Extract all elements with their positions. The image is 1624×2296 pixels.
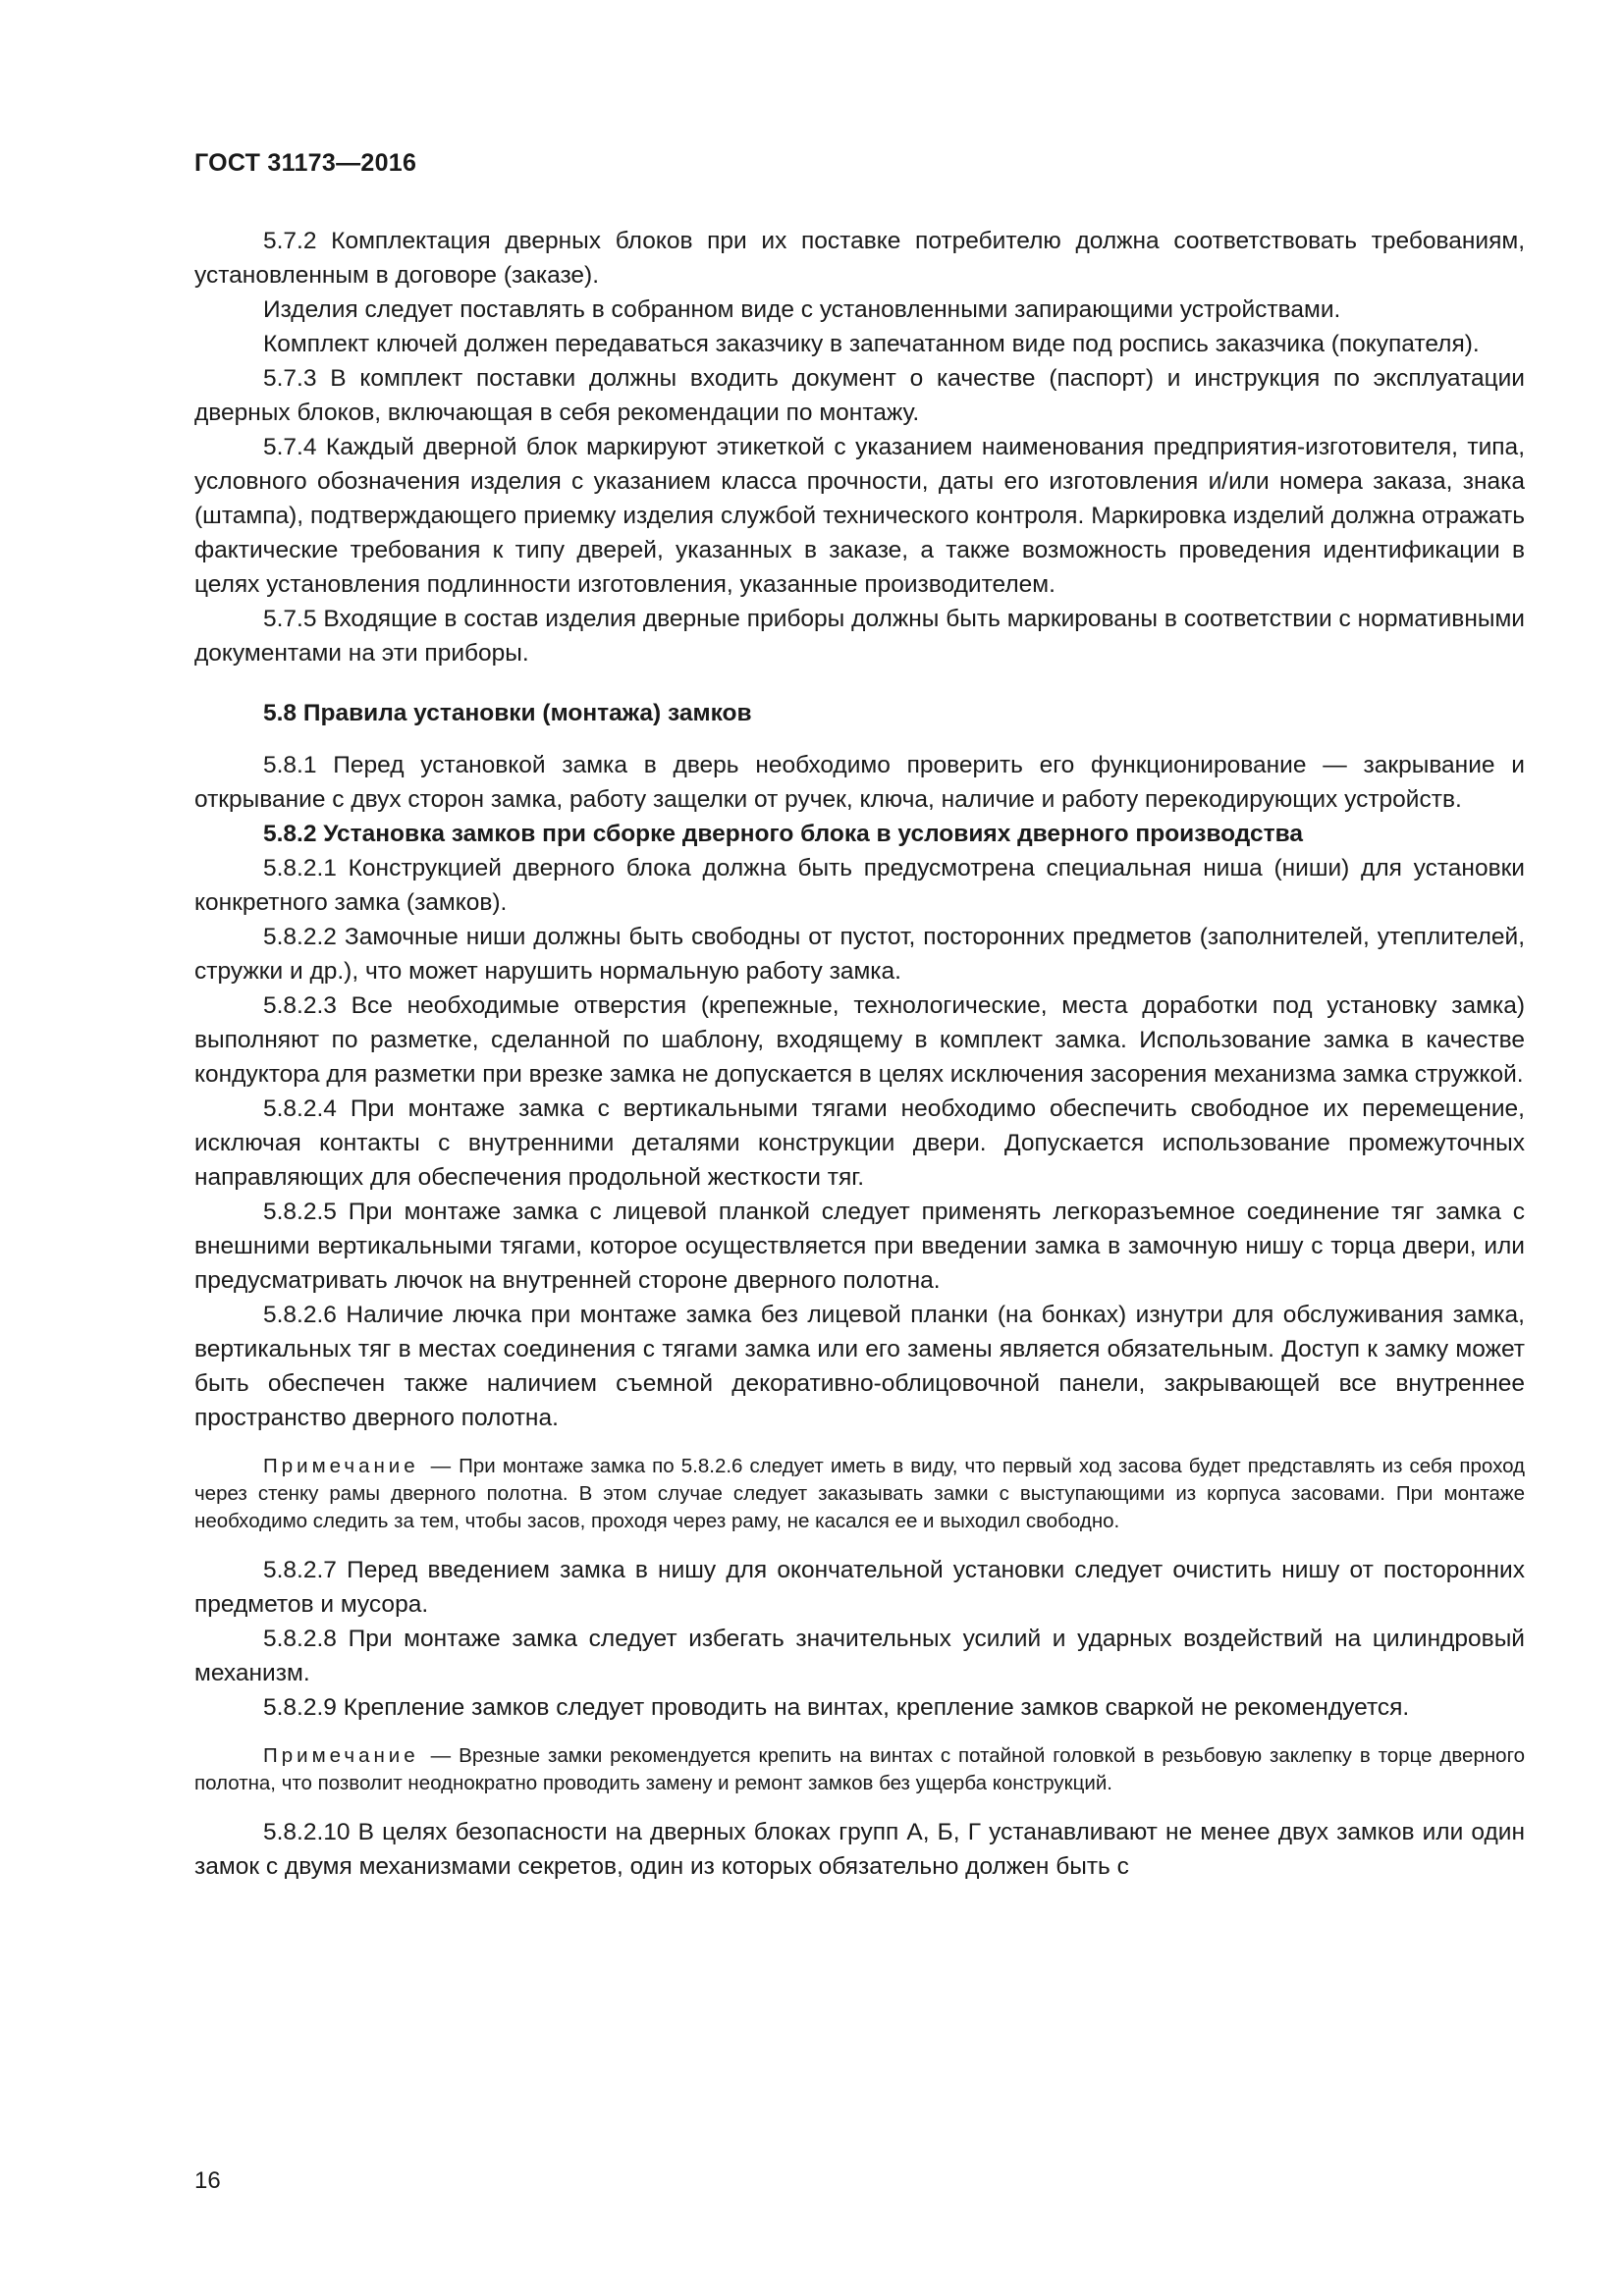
note-dash: — [430, 1455, 452, 1477]
note-dash: — [430, 1744, 452, 1767]
paragraph-5-8-2-10: 5.8.2.10 В целях безопасности на дверных блоках групп А, Б, Г устанавливают не менее двух замков или один замок с двумя механизмами секретов, один из которых обязательно должен быть с [194, 1819, 1525, 1880]
paragraph-5-7-2-assembly: Изделия следует поставлять в собранном виде с установленными запирающими устройствами. [263, 296, 1341, 323]
paragraph-5-7-3: 5.7.3 В комплект поставки должны входить документ о качестве (паспорт) и инструкция по эксплуатации дверных блоков, включающая в себя рекомендации по монтажу. [194, 365, 1525, 426]
note-text: При монтаже замка по 5.8.2.6 следует иметь в виду, что первый ход засова будет представлять из себя проход через стенку рамы дверного полотна. В этом случае следует заказывать замки с выступающими из корпуса засовами. При монтаже необходимо следить за тем, чтобы засов, проходя через раму, не касался ее и выходил свободно. [194, 1455, 1525, 1532]
paragraph-5-8-2-2: 5.8.2.2 Замочные ниши должны быть свободны от пустот, посторонних предметов (заполнителей, утеплителей, стружки и др.), что может нарушить нормальную работу замка. [194, 924, 1525, 985]
paragraph-5-8-2-8: 5.8.2.8 При монтаже замка следует избегать значительных усилий и ударных воздействий на цилиндровый механизм. [194, 1626, 1525, 1686]
paragraph-5-8-2-6: 5.8.2.6 Наличие лючка при монтаже замка без лицевой планки (на бонках) изнутри для обслуживания замка, вертикальных тяг в местах соединения с тягами замка или его замены является обязательным. Доступ к замку может быть обеспечен также наличием съемной декоративно-облицовочной панели, закрывающей все внутреннее пространство дверного полотна. [194, 1302, 1525, 1431]
paragraph-5-7-4: 5.7.4 Каждый дверной блок маркируют этикеткой с указанием наименования предприятия-изготовителя, типа, условного обозначения изделия с указанием класса прочности, даты его изготовления и/или номера заказа, знака (штампа), подтверждающего приемку изделия службой технического контроля. Маркировка изделий должна отражать фактические требования к типу дверей, указанных в заказе, а также возможность проведения идентификации в целях установления подлинности изготовления, указанные производителем. [194, 434, 1525, 598]
paragraph-5-8-2-7: 5.8.2.7 Перед введением замка в нишу для окончательной установки следует очистить нишу от посторонних предметов и мусора. [194, 1557, 1525, 1618]
paragraph-5-8-1: 5.8.1 Перед установкой замка в дверь необходимо проверить его функционирование — закрывание и открывание с двух сторон замка, работу защелки от ручек, ключа, наличие и работу перекодирующих устройств. [194, 752, 1525, 813]
note-block [194, 1742, 1525, 1797]
paragraph-5-8-2-9: 5.8.2.9 Крепление замков следует проводить на винтах, крепление замков сваркой не рекомендуется. [263, 1694, 1410, 1721]
section-heading-5-8: 5.8 Правила установки (монтажа) замков [263, 700, 752, 726]
note-label: Примечание [263, 1744, 419, 1767]
document-header: ГОСТ 31173—2016 [194, 149, 417, 177]
paragraph-5-8-2-3: 5.8.2.3 Все необходимые отверстия (крепежные, технологические, места доработки под установку замка) выполняют по разметке, сделанной по шаблону, входящему в комплект замка. Использование замка в качестве кондуктора для разметки при врезке замка не допускается в целях исключения засорения механизма замка стружкой. [194, 992, 1525, 1088]
section-heading-5-8-2: 5.8.2 Установка замков при сборке дверного блока в условиях дверного производства [263, 821, 1303, 847]
paragraph-5-7-2-keys: Комплект ключей должен передаваться заказчику в запечатанном виде под роспись заказчика (покупателя). [263, 331, 1480, 357]
page-number: 16 [194, 2167, 221, 2194]
paragraph-5-8-2-5: 5.8.2.5 При монтаже замка с лицевой планкой следует применять легкоразъемное соединение тяг замка с внешними вертикальными тягами, которое осуществляется при введении замка в замочную нишу с торца двери, или предусматривать лючок на внутренней стороне дверного полотна. [194, 1199, 1525, 1294]
paragraph-5-8-2-4: 5.8.2.4 При монтаже замка с вертикальными тягами необходимо обеспечить свободное их перемещение, исключая контакты с внутренними деталями конструкции двери. Допускается использование промежуточных направляющих для обеспечения продольной жесткости тяг. [194, 1095, 1525, 1191]
note-block [194, 1453, 1525, 1535]
paragraph-5-7-5: 5.7.5 Входящие в состав изделия дверные приборы должны быть маркированы в соответствии с нормативными документами на эти приборы. [194, 606, 1525, 667]
note-text: Врезные замки рекомендуется крепить на винтах с потайной головкой в резьбовую заклепку в торце дверного полотна, что позволит неоднократно проводить замену и ремонт замков без ущерба конструкций. [194, 1744, 1525, 1794]
paragraph-5-7-2: 5.7.2 Комплектация дверных блоков при их поставке потребителю должна соответствовать требованиям, установленным в договоре (заказе). [194, 228, 1525, 289]
paragraph-5-8-2-1: 5.8.2.1 Конструкцией дверного блока должна быть предусмотрена специальная ниша (ниши) для установки конкретного замка (замков). [194, 855, 1525, 916]
document-body [194, 224, 1525, 1884]
note-label: Примечание [263, 1455, 419, 1477]
